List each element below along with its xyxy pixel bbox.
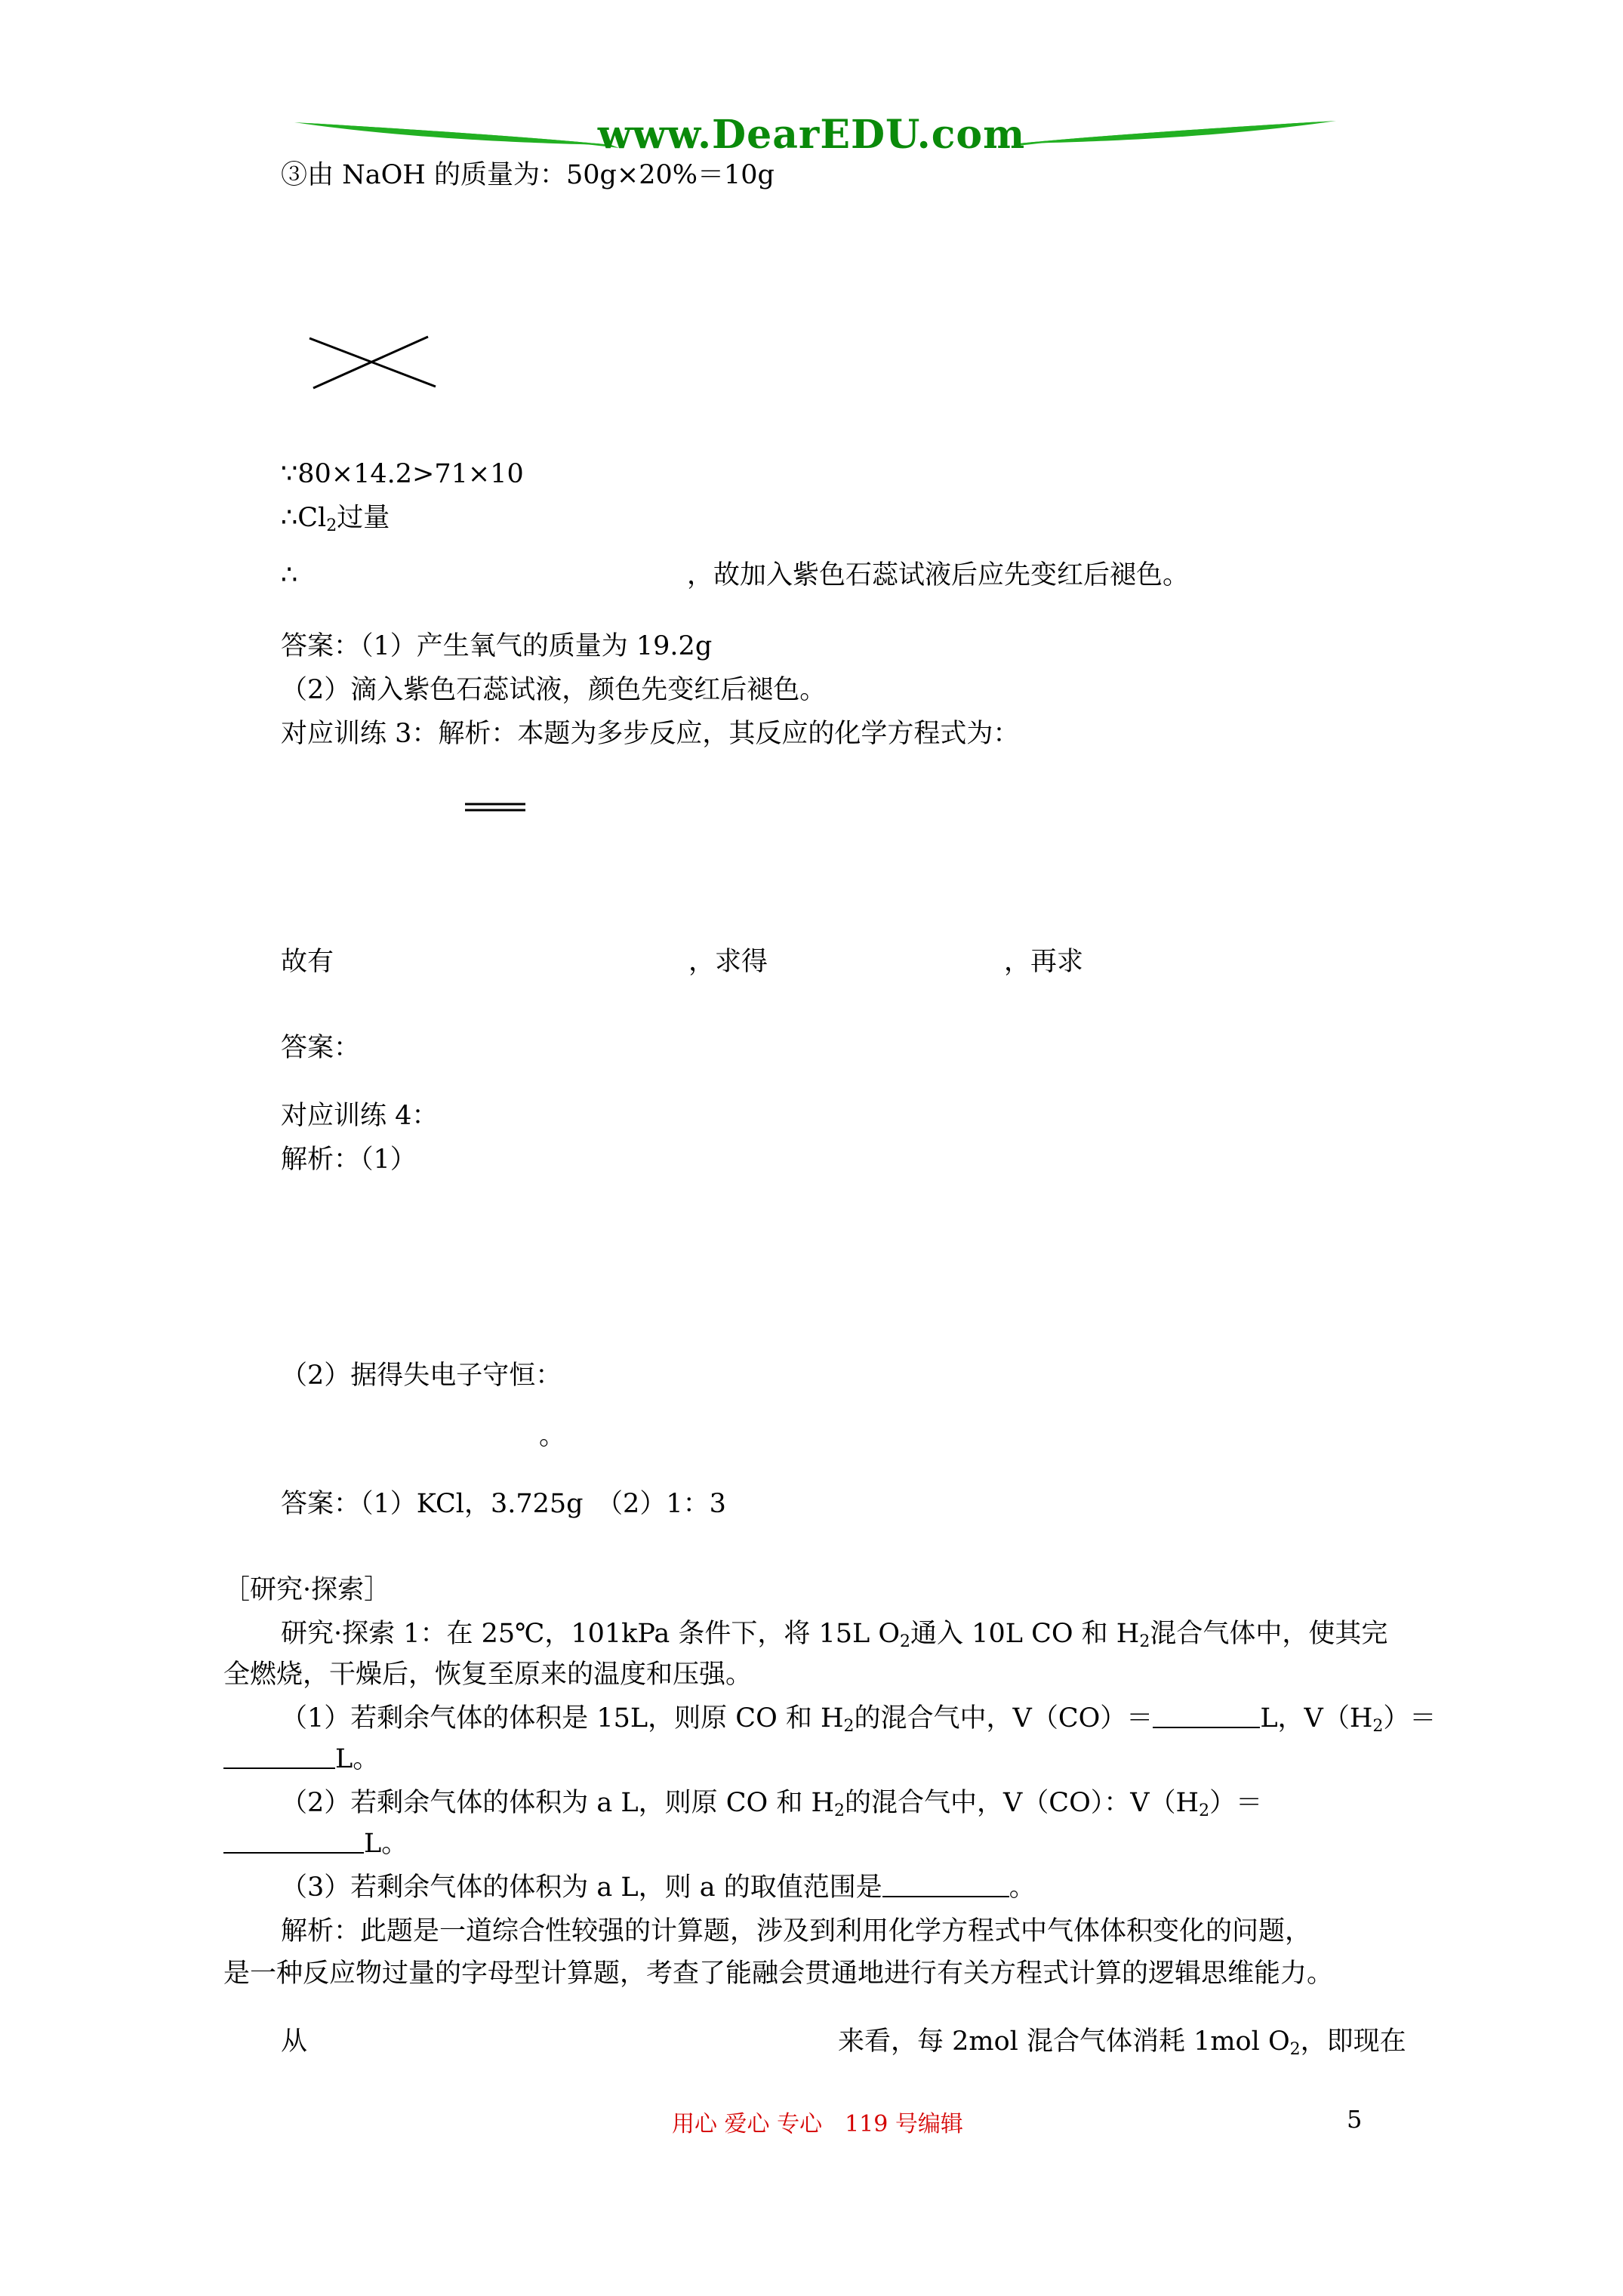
h2-subscript: 2: [1139, 1632, 1150, 1651]
text-line-analysis-summary: 解析：此题是一道综合性较强的计算题，涉及到利用化学方程式中气体体积变化的问题，: [281, 1916, 1312, 1946]
text-line-period: 。: [539, 1421, 566, 1451]
text-line-electron-conservation: （2）据得失电子守恒：: [281, 1361, 562, 1391]
text-line-answer-blank: 答案：: [281, 1033, 361, 1063]
research-1-part-c: 混合气体中，使其完: [1150, 1619, 1388, 1649]
research-1-part-a: 研究·探索 1：在 25℃，101kPa 条件下，将 15L O: [281, 1619, 901, 1649]
consumption-part-b: ，即现在: [1300, 2026, 1406, 2057]
text-line-question-1-cont: [223, 1743, 379, 1776]
consumption-part-a: 来看，每 2mol 混合气体消耗 1mol O: [838, 2026, 1290, 2057]
answer-blank: [1153, 1704, 1260, 1728]
excess-text: 过量: [337, 503, 390, 533]
page-number: 5: [1347, 2105, 1363, 2134]
text-line-question-2: [281, 1786, 1262, 1820]
section-heading-research: ［研究·探索］: [223, 1575, 391, 1605]
consumption-o2-subscript: 2: [1289, 2040, 1301, 2059]
text-line-question-1: [281, 1702, 1436, 1735]
text-line-analysis-1: 解析：（1）: [281, 1145, 417, 1175]
text-line-question-2-cont: [223, 1827, 408, 1860]
q1-unit: L。: [335, 1744, 380, 1774]
text-line-therefore-symbol: ∴: [281, 560, 298, 590]
answer-blank: [882, 1873, 1009, 1897]
text-line-analysis-summary-cont: 是一种反应物过量的字母型计算题，考查了能融会贯通地进行有关方程式计算的逻辑思维能力。: [223, 1959, 1334, 1989]
text-line-answer-kcl: 答案：（1）KCl，3.725g （2）1：3: [281, 1489, 726, 1519]
cl-symbol: ∴Cl: [281, 503, 327, 533]
footer-editor-note: 用心 爱心 专心 119 号编辑: [672, 2111, 963, 2137]
text-line-obtain: ，求得: [688, 947, 768, 977]
text-line-complete-combustion: 全燃烧，干燥后，恢复至原来的温度和压强。: [223, 1660, 753, 1690]
reaction-equals-sign: [463, 802, 527, 812]
text-line-naoh-mass: ③由 NaOH 的质量为：50g×20%＝10g: [281, 160, 775, 190]
q1-part-b: 的混合气中，V（CO）＝: [854, 1703, 1153, 1734]
answer-blank: [223, 1829, 364, 1854]
text-line-therefore-have: 故有: [281, 947, 334, 977]
cross-ratio-diagram: [306, 332, 442, 393]
text-line-consumption: [838, 2025, 1406, 2058]
q2-h2-subscript-2: 2: [1199, 1801, 1210, 1820]
text-line-then-find: ，再求: [1004, 947, 1084, 977]
q2-unit: L。: [364, 1829, 408, 1859]
cl-subscript: 2: [326, 516, 337, 535]
text-line-research-1: [281, 1617, 1387, 1650]
q3-part-a: （3）若剩余气体的体积为 a L，则 a 的取值范围是: [281, 1872, 882, 1903]
text-line-from: 从: [281, 2026, 308, 2057]
o2-subscript: 2: [900, 1632, 911, 1651]
text-line-inequality: ∵80×14.2>71×10: [281, 459, 524, 489]
q1-h2-subscript: 2: [843, 1717, 855, 1736]
text-line-training-4: 对应训练 4：: [281, 1101, 439, 1131]
text-line-question-3: [281, 1871, 1036, 1904]
q2-part-c: ）＝: [1209, 1788, 1263, 1818]
q1-part-a: （1）若剩余气体的体积是 15L，则原 CO 和 H: [281, 1703, 844, 1734]
q1-part-c: L，V（H: [1260, 1703, 1373, 1734]
research-1-part-b: 通入 10L CO 和 H: [910, 1619, 1140, 1649]
text-line-training-3: 对应训练 3：解析：本题为多步反应，其反应的化学方程式为：: [281, 719, 1020, 749]
text-line-litmus-conclusion: ，故加入紫色石蕊试液后应先变红后褪色。: [687, 560, 1190, 590]
q2-part-a: （2）若剩余气体的体积为 a L，则原 CO 和 H: [281, 1788, 835, 1818]
header-site-name: www.DearEDU.com: [597, 112, 1026, 158]
q1-h2-subscript-2: 2: [1372, 1717, 1384, 1736]
q2-h2-subscript: 2: [834, 1801, 845, 1820]
text-line-answer-oxygen: 答案：（1）产生氧气的质量为 19.2g: [281, 631, 713, 661]
q2-part-b: 的混合气中，V（CO）：V（H: [845, 1788, 1200, 1818]
text-line-answer-litmus: （2）滴入紫色石蕊试液，颜色先变红后褪色。: [281, 675, 827, 705]
answer-blank: [223, 1745, 335, 1769]
q1-part-d: ）＝: [1383, 1703, 1437, 1734]
q3-period: 。: [1009, 1872, 1036, 1903]
text-line-cl2-excess: [281, 501, 390, 535]
